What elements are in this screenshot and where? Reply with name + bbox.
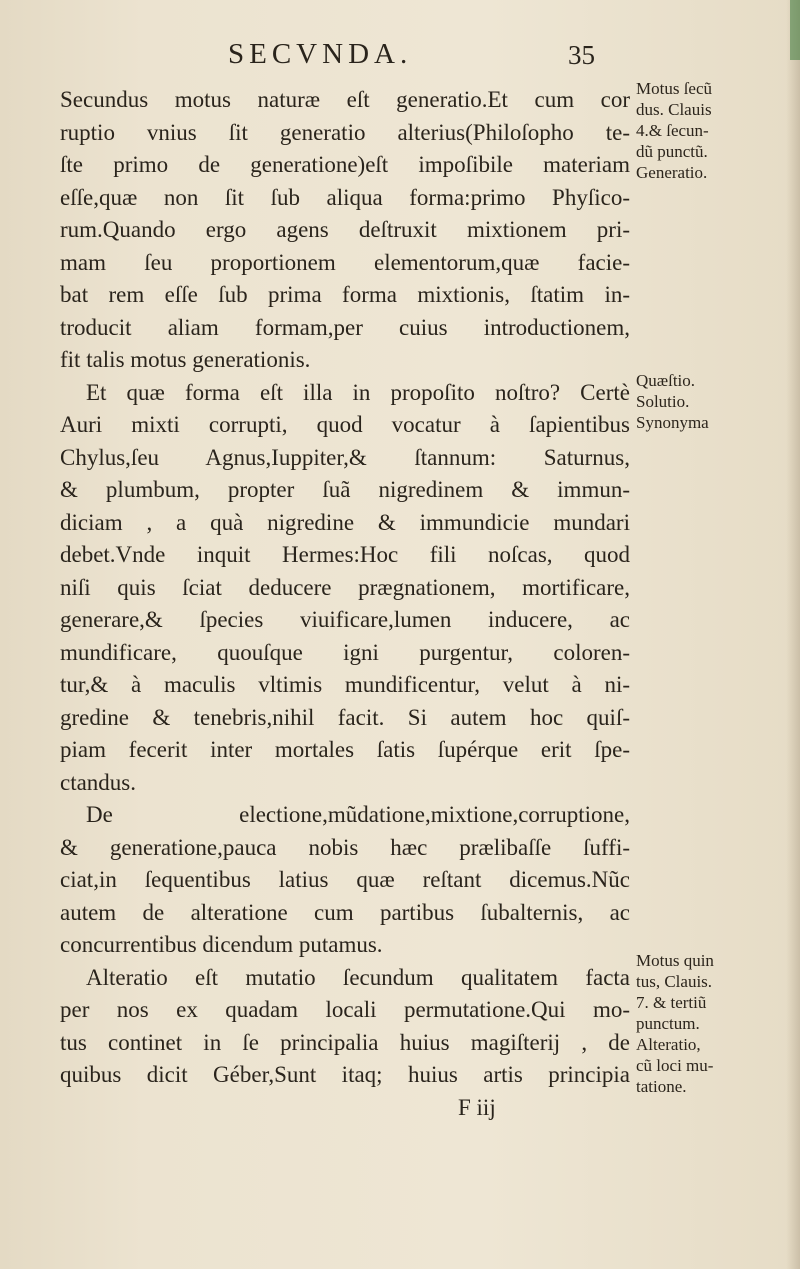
text-line: & plumbum, propter ſuã nigredinem & immun- <box>60 477 630 502</box>
margin-line: Synonyma <box>636 413 709 432</box>
margin-line: 7. & tertiũ <box>636 993 707 1012</box>
margin-line: dũ punctũ. <box>636 142 708 161</box>
text-line: piam fecerit inter mortales ſatis ſupérque erit ſpe- <box>60 737 630 762</box>
text-line: ciat,in ſequentibus latius quæ reſtant dicemus.Nũc <box>60 867 630 892</box>
margin-line: Alteratio, <box>636 1035 701 1054</box>
text-line: ctandus. <box>60 769 137 795</box>
text-line: diciam , a quà nigredine & immundicie mundari <box>60 509 630 535</box>
signature-mark: F iij <box>458 1094 496 1120</box>
margin-note-motus-secundus <box>636 78 786 183</box>
text-line: rum.Quando ergo agens deſtruxit mixtionem pri- <box>60 217 630 242</box>
main-text-block <box>60 84 630 1124</box>
text-line: troducit aliam formam,per cuius introductionem, <box>60 314 630 340</box>
margin-line: Generatio. <box>636 163 708 182</box>
text-line: gredine & tenebris,nihil facit. Si autem hoc quiſ- <box>60 704 630 730</box>
margin-line: dus. Clauis <box>636 100 712 119</box>
running-head <box>0 38 800 78</box>
text-line: per nos ex quadam locali permutatione.Qui mo- <box>60 997 630 1022</box>
text-line: fit talis motus generationis. <box>60 347 311 372</box>
text-line: & generatione,pauca nobis hæc prælibaſſe ſuffi- <box>60 834 630 860</box>
text-line: tur,& à maculis vltimis mundificentur, velut à ni- <box>60 672 630 697</box>
text-line: Chylus,ſeu Agnus,Iuppiter,& ſtannum: Saturnus, <box>60 444 630 470</box>
text-line: Auri mixti corrupti, quod vocatur à ſapientibus <box>60 412 630 437</box>
margin-line: Motus quin <box>636 951 714 970</box>
text-line: bat rem eſſe ſub prima forma mixtionis, ſtatim in- <box>60 282 630 307</box>
margin-line: cũ loci mu- <box>636 1056 714 1075</box>
margin-line: punctum. <box>636 1014 700 1033</box>
text-line: generare,& ſpecies viuificare,lumen inducere, ac <box>60 607 630 632</box>
text-line: concurrentibus dicendum putamus. <box>60 932 383 957</box>
page-edge-shadow <box>786 0 800 1269</box>
margin-note-motus-quintus <box>636 950 786 1097</box>
page-number: 35 <box>568 40 595 70</box>
text-line: quibus dicit Géber,Sunt itaq; huius artis principia <box>60 1062 630 1087</box>
text-line: debet.Vnde inquit Hermes:Hoc fili noſcas, quod <box>60 542 630 567</box>
text-line: Secundus motus naturæ eſt generatio.Et cum cor <box>60 87 630 112</box>
margin-line: 4.& ſecun- <box>636 121 709 140</box>
text-line: niſi quis ſciat deducere prægnationem, mortificare, <box>60 574 630 600</box>
margin-note-quaestio <box>636 370 786 433</box>
text-line: mam ſeu proportionem elementorum,quæ facie- <box>60 249 630 275</box>
running-title: SECVNDA. <box>228 38 413 70</box>
text-line: tus continet in ſe principalia huius magiſterij , de <box>60 1029 630 1055</box>
text-line: ſte primo de generatione)eſt impoſibile materiam <box>60 152 630 177</box>
text-line: Alteratio eſt mutatio ſecundum qualitatem facta <box>86 964 630 990</box>
text-line: ruptio vnius ſit generatio alterius(Philoſopho te- <box>60 119 630 145</box>
margin-line: Solutio. <box>636 392 690 411</box>
margin-line: tatione. <box>636 1077 687 1096</box>
text-line: De electione,mũdatione,mixtione,corruptione, <box>86 802 630 827</box>
margin-line: Motus ſecũ <box>636 79 713 98</box>
text-line: Et quæ forma eſt illa in propoſito noſtro? Certè <box>86 379 630 405</box>
text-line: mundificare, quouſque igni purgentur, coloren- <box>60 639 630 665</box>
margin-line: tus, Clauis. <box>636 972 713 991</box>
text-line: eſſe,quæ non ſit ſub aliqua forma:primo Phyſico- <box>60 184 630 210</box>
text-line: autem de alteratione cum partibus ſubalternis, ac <box>60 899 630 925</box>
margin-line: Quæſtio. <box>636 371 696 390</box>
